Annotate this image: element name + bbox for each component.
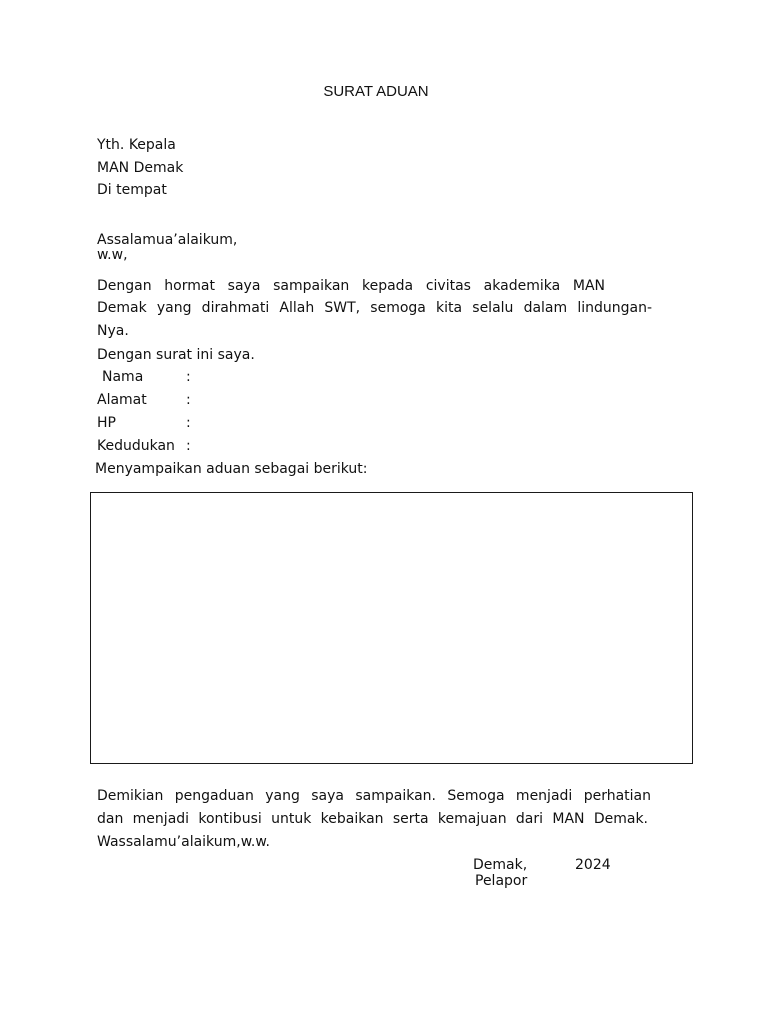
form-alamat-label: Alamat (97, 392, 147, 408)
recipient-line-1: Yth. Kepala (97, 137, 176, 153)
recipient-line-2: MAN Demak (97, 160, 184, 176)
closing-line-1: Demikian pengaduan yang saya sampaikan. Semoga menjadi perhatian (97, 788, 651, 804)
form-nama-label: Nama (102, 369, 144, 385)
closing-line-3: Wassalamu’alaikum,w.w. (97, 834, 270, 850)
closing-line-2: dan menjadi kontibusi untuk kebaikan serta kemajuan dari MAN Demak. (97, 811, 648, 827)
body-paragraph-line-2: Demak yang dirahmati Allah SWT, semoga kita selalu dalam lindungan- (97, 300, 652, 316)
body-paragraph-line-3: Nya. (97, 323, 129, 339)
complaint-intro: Menyampaikan aduan sebagai berikut: (95, 461, 368, 477)
greeting-line-2: w.w, (97, 247, 128, 263)
body-intro: Dengan surat ini saya. (97, 347, 255, 363)
page-title: SURAT ADUAN (323, 83, 429, 100)
form-alamat-colon: : (186, 392, 191, 408)
form-nama-colon: : (186, 369, 191, 385)
recipient-line-3: Di tempat (97, 182, 167, 198)
complaint-box[interactable] (90, 492, 693, 764)
form-hp-colon: : (186, 415, 191, 431)
form-hp-label: HP (97, 415, 116, 431)
signature-place: Demak, (473, 857, 528, 873)
form-kedudukan-label: Kedudukan (97, 438, 175, 454)
signature-year: 2024 (575, 857, 611, 873)
signature-role: Pelapor (475, 873, 528, 889)
greeting-line-1: Assalamua’alaikum, (97, 232, 238, 248)
form-kedudukan-colon: : (186, 438, 191, 454)
body-paragraph-line-1: Dengan hormat saya sampaikan kepada civitas akademika MAN (97, 278, 605, 294)
